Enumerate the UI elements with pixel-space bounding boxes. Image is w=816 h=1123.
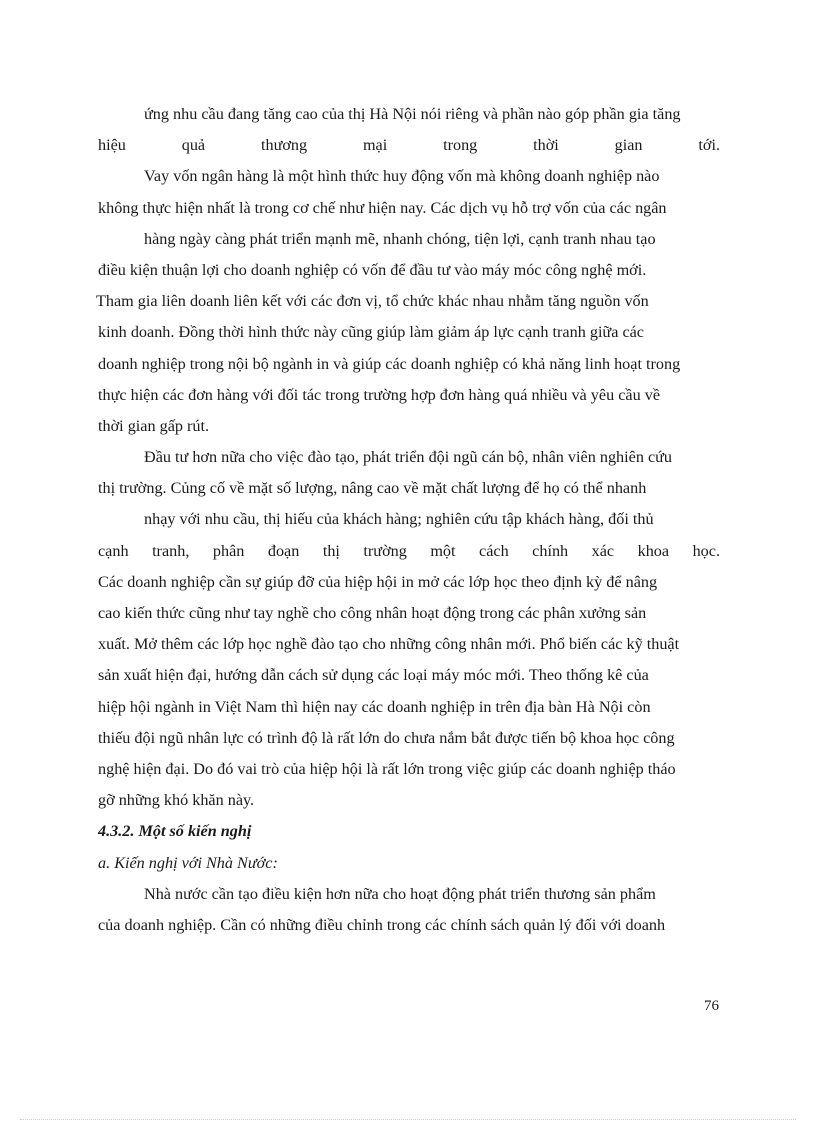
text-line: hiệu quả thương mại trong thời gian tới. <box>98 136 720 155</box>
text-line: doanh nghiệp trong nội bộ ngành in và giúp các doanh nghiệp có khả năng linh hoạt trong <box>98 354 681 373</box>
footer-divider <box>20 1119 796 1120</box>
page-number: 76 <box>704 998 719 1014</box>
body-text <box>98 99 720 941</box>
subsection-heading: a. Kiến nghị với Nhà Nước: <box>98 853 278 872</box>
text-line: cạnh tranh, phân đoạn thị trường một cách chính xác khoa học. <box>98 541 720 560</box>
text-line: Các doanh nghiệp cần sự giúp đỡ của hiệp hội in mở các lớp học theo định kỳ để nâng <box>98 572 658 591</box>
text-line: cao kiến thức cũng như tay nghề cho công nhân hoạt động trong các phân xưởng sản <box>98 604 647 622</box>
text-line: xuất. Mở thêm các lớp học nghề đào tạo cho những công nhân mới. Phổ biến các kỹ thuật <box>98 635 680 654</box>
text-line: thiếu đội ngũ nhân lực có trình độ là rất lớn do chưa nắm bắt được tiến bộ khoa học công <box>98 728 675 747</box>
text-line: hàng ngày càng phát triển mạnh mẽ, nhanh chóng, tiện lợi, cạnh tranh nhau tạo <box>144 229 656 248</box>
text-line: Vay vốn ngân hàng là một hình thức huy động vốn mà không doanh nghiệp nào <box>144 167 660 186</box>
text-line: hiệp hội ngành in Việt Nam thì hiện nay các doanh nghiệp in trên địa bàn Hà Nội còn <box>98 697 651 716</box>
text-line: sản xuất hiện đại, hướng dẫn cách sử dụng các loại máy móc mới. Theo thống kê của <box>98 666 649 685</box>
text-line: ứng nhu cầu đang tăng cao của thị Hà Nội nói riêng và phần nào góp phần gia tăng <box>144 105 681 123</box>
text-line: nghệ hiện đại. Do đó vai trò của hiệp hội là rất lớn trong việc giúp các doanh nghiệp tháo <box>98 759 676 778</box>
text-line: thời gian gấp rút. <box>98 416 210 435</box>
text-line: thị trường. Củng cố về mặt số lượng, nâng cao về mặt chất lượng để họ có thể nhanh <box>98 479 647 498</box>
text-line: Nhà nước cần tạo điều kiện hơn nữa cho hoạt động phát triển thương sản phẩm <box>144 884 656 903</box>
text-line: thực hiện các đơn hàng với đối tác trong trường hợp đơn hàng quá nhiều và yêu cầu về <box>98 385 661 404</box>
text-line: kinh doanh. Đồng thời hình thức này cũng giúp làm giảm áp lực cạnh tranh giữa các <box>98 323 644 342</box>
text-line: Đầu tư hơn nữa cho việc đào tạo, phát triển đội ngũ cán bộ, nhân viên nghiên cứu <box>144 448 673 467</box>
text-line: nhạy với nhu cầu, thị hiếu của khách hàng; nghiên cứu tập khách hàng, đối thủ <box>144 510 654 529</box>
section-heading: 4.3.2. Một số kiến nghị <box>98 822 252 841</box>
text-line: điều kiện thuận lợi cho doanh nghiệp có vốn để đầu tư vào máy móc công nghệ mới. <box>98 260 647 279</box>
text-line: gỡ những khó khăn này. <box>98 791 255 810</box>
text-line: của doanh nghiệp. Cần có những điều chỉnh trong các chính sách quản lý đối với doanh <box>98 915 666 934</box>
text-line: không thực hiện nhất là trong cơ chế như hiện nay. Các dịch vụ hỗ trợ vốn của các ngân <box>98 198 667 217</box>
text-line: Tham gia liên doanh liên kết với các đơn vị, tổ chức khác nhau nhằm tăng nguồn vốn <box>96 292 649 311</box>
